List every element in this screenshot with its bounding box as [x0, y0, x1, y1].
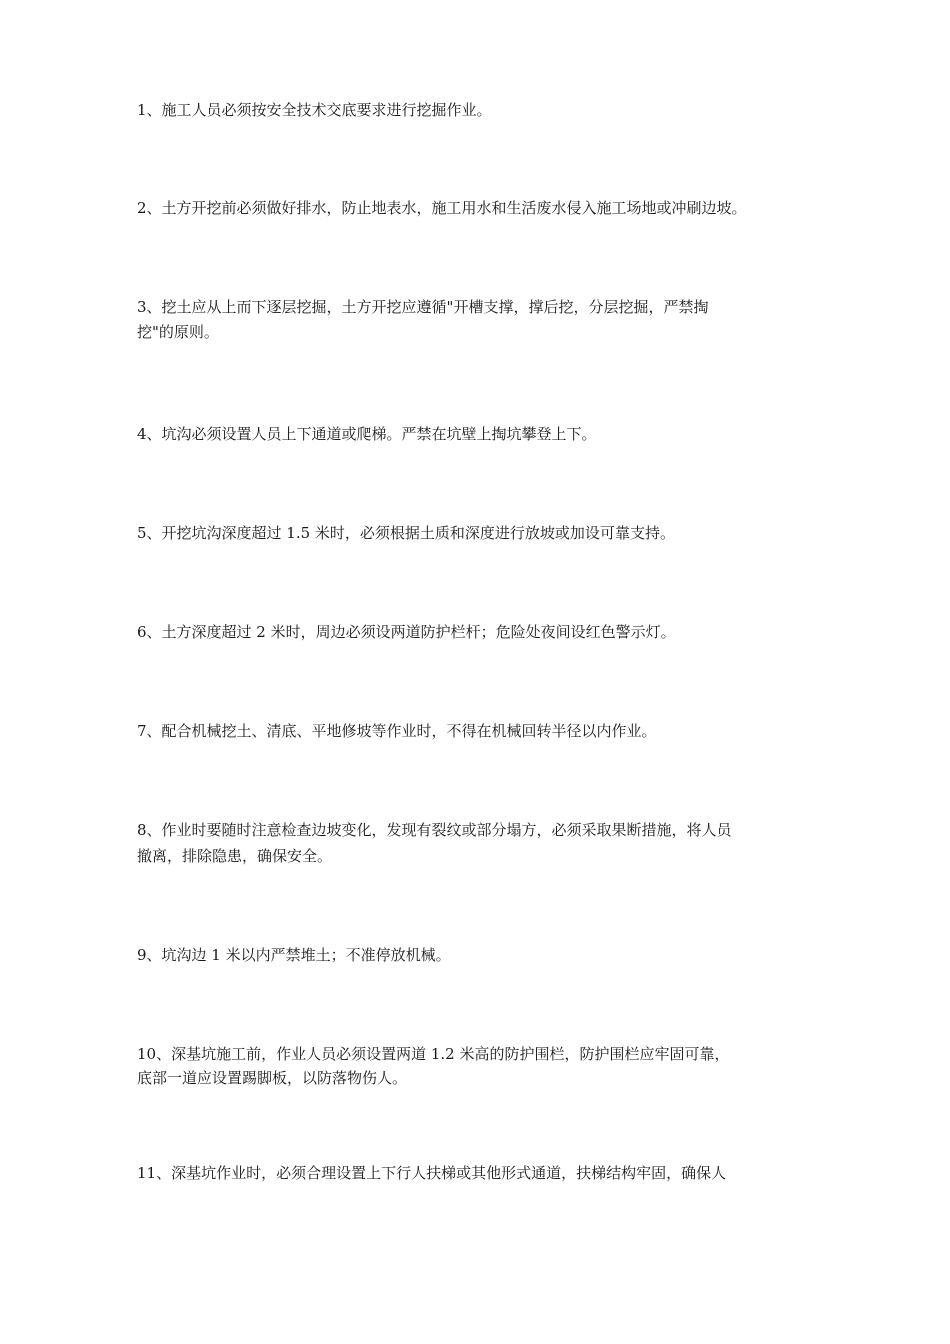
paragraph-2: 2、土方开挖前必须做好排水，防止地表水，施工用水和生活废水侵入施工场地或冲刷边坡。 [137, 199, 747, 217]
paragraph-10-line-2: 底部一道应设置踢脚板，以防落物伤人。 [137, 1069, 408, 1087]
paragraph-5: 5、开挖坑沟深度超过 1.5 米时，必须根据土质和深度进行放坡或加设可靠支持。 [137, 524, 675, 542]
paragraph-10-line-1: 10、深基坑施工前，作业人员必须设置两道 1.2 米高的防护围栏，防护围栏应牢固可靠， [137, 1045, 730, 1063]
paragraph-3-line-1: 3、挖土应从上而下逐层挖掘，土方开挖应遵循"开槽支撑，撑后挖，分层挖掘，严禁掏 [137, 298, 709, 316]
paragraph-9: 9、坑沟边 1 米以内严禁堆土；不准停放机械。 [137, 946, 451, 964]
paragraph-11-line-1: 11、深基坑作业时，必须合理设置上下行人扶梯或其他形式通道，扶梯结构牢固，确保人 [137, 1164, 727, 1182]
paragraph-8-line-1: 8、作业时要随时注意检查边坡变化，发现有裂纹或部分塌方，必须采取果断措施，将人员 [137, 821, 732, 839]
paragraph-8-line-2: 撤离，排除隐患，确保安全。 [137, 847, 333, 865]
paragraph-3-line-2: 挖"的原则。 [137, 323, 219, 341]
paragraph-7: 7、配合机械挖土、清底、平地修坡等作业时，不得在机械回转半径以内作业。 [137, 722, 657, 740]
paragraph-4: 4、坑沟必须设置人员上下通道或爬梯。严禁在坑壁上掏坑攀登上下。 [137, 425, 597, 443]
paragraph-6: 6、土方深度超过 2 米时，周边必须设两道防护栏杆；危险处夜间设红色警示灯。 [137, 623, 676, 641]
paragraph-1: 1、施工人员必须按安全技术交底要求进行挖掘作业。 [137, 101, 492, 119]
